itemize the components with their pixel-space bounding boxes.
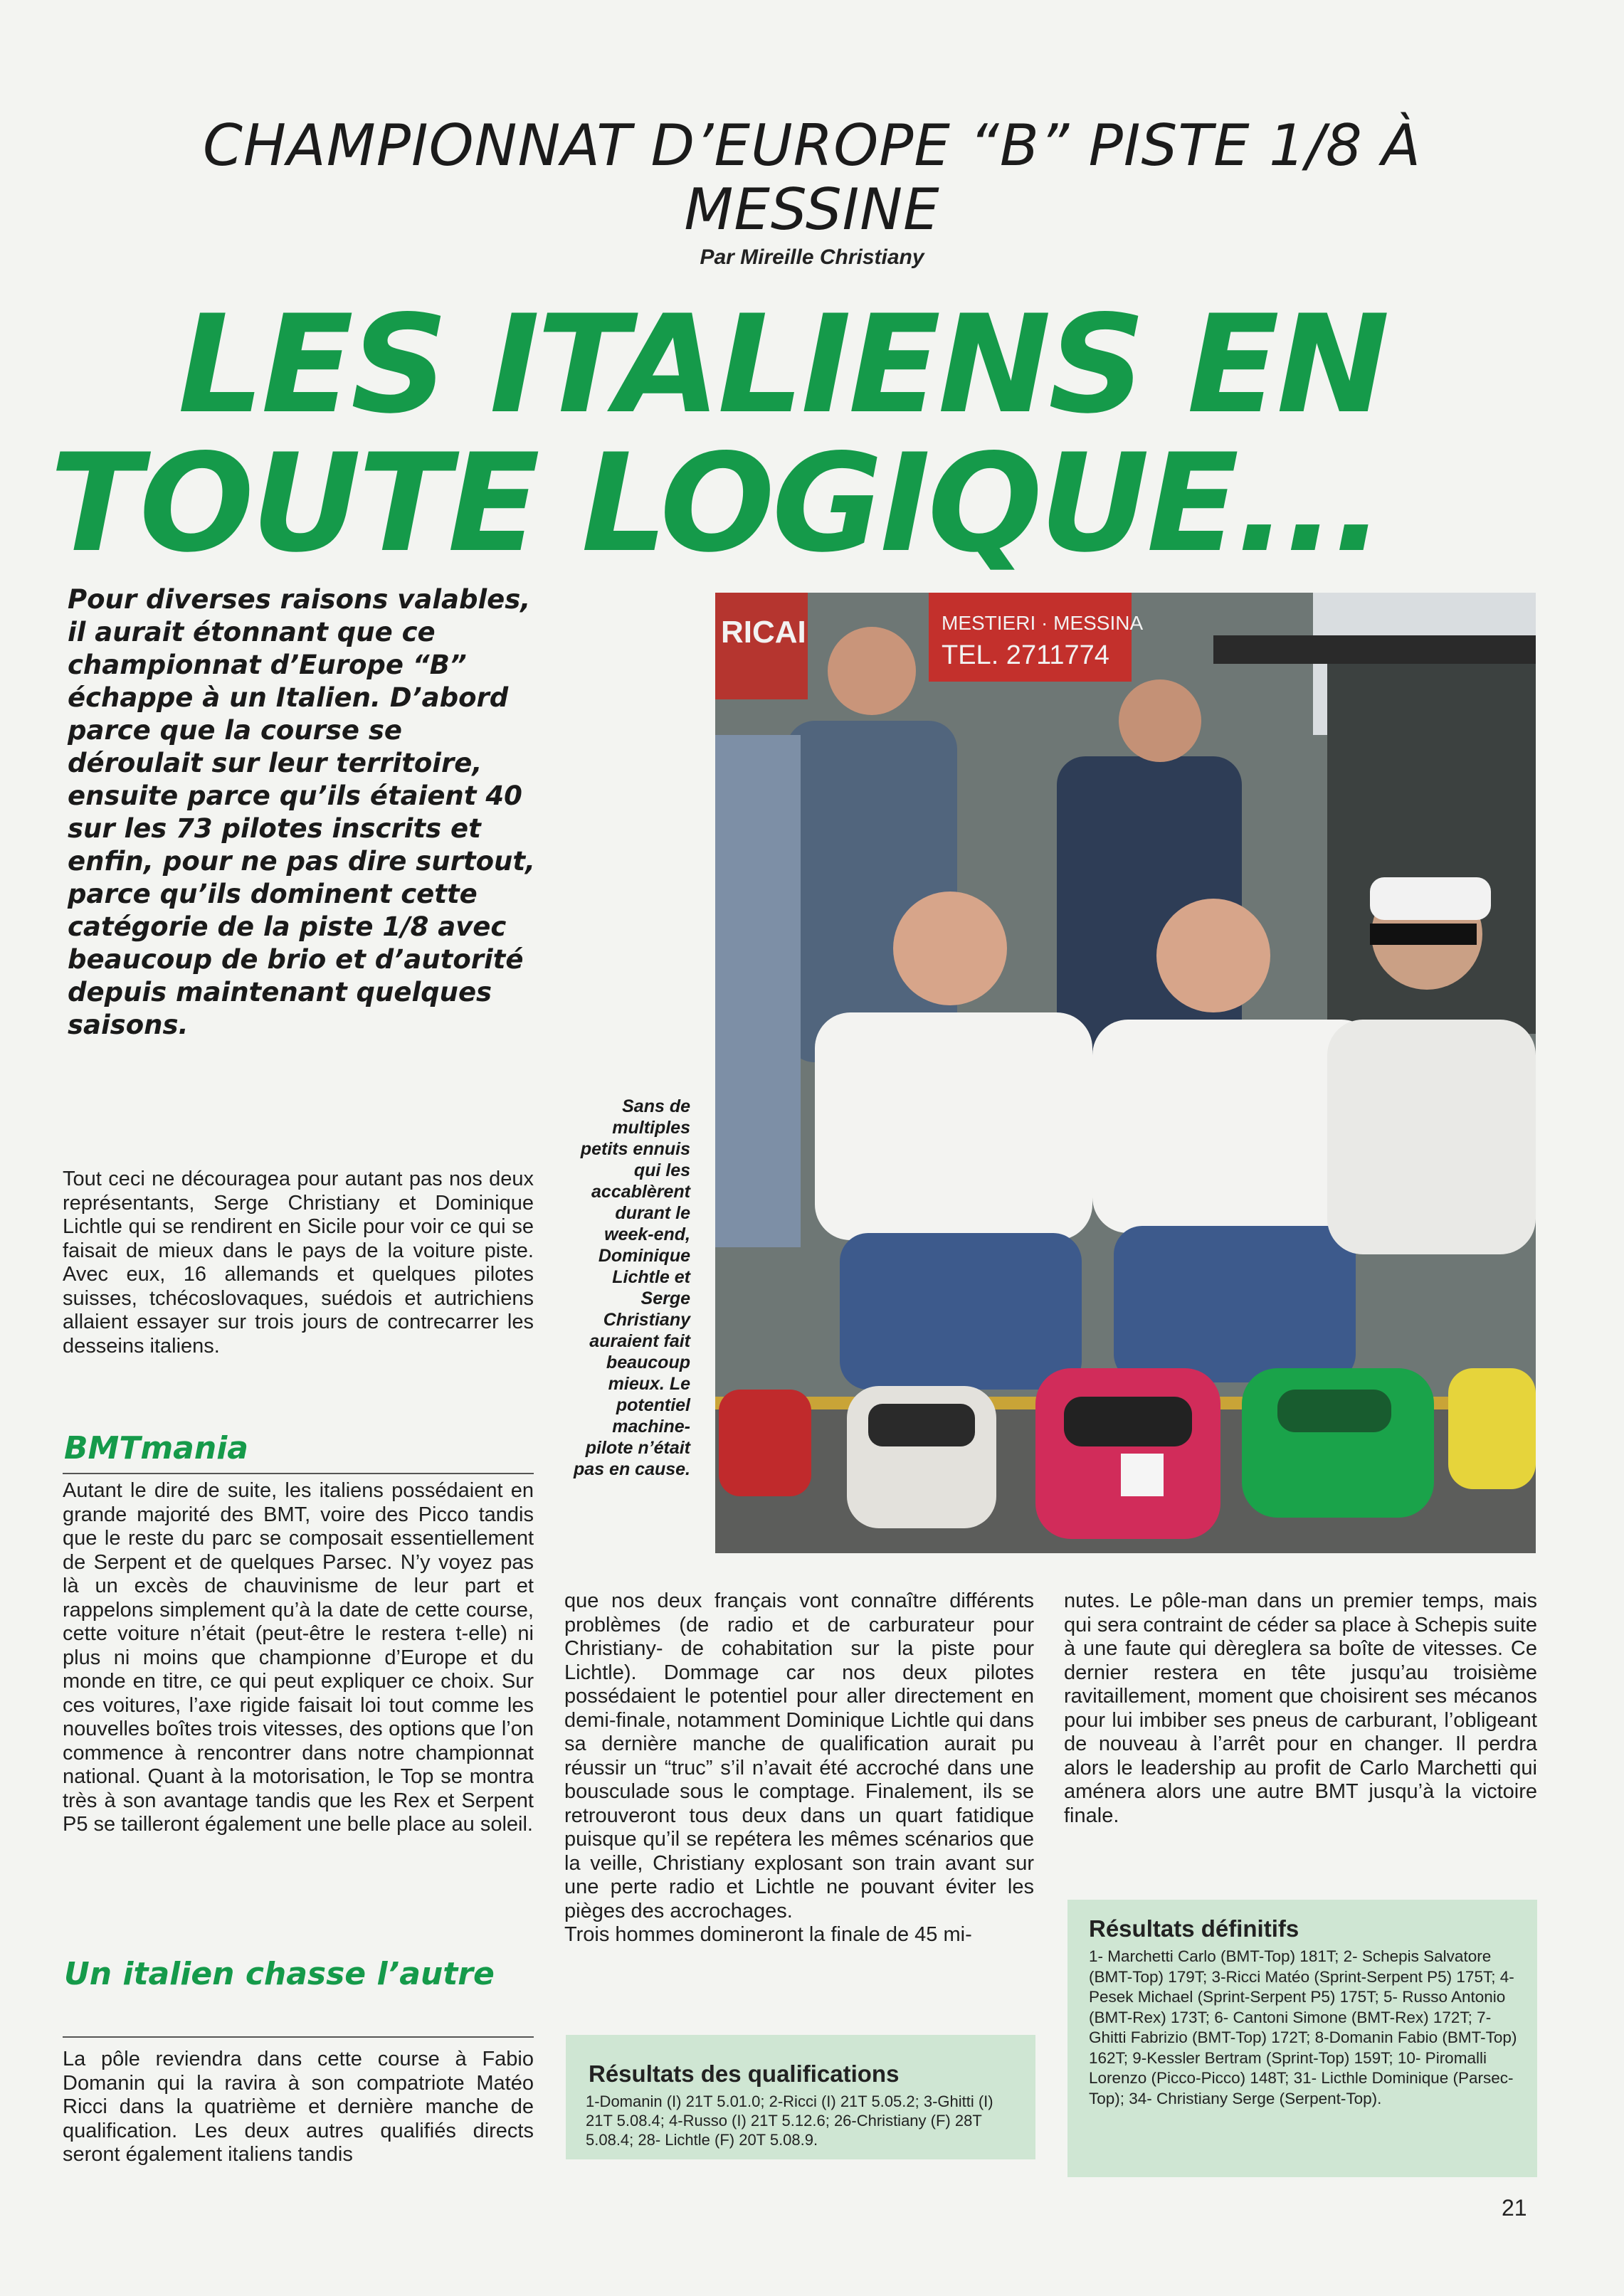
- headline-line-2: TOUTE LOGIQUE...: [50, 425, 1382, 582]
- sign-line-2: TEL. 2711774: [942, 640, 1109, 670]
- final-results-text: 1- Marchetti Carlo (BMT-Top) 181T; 2- Schepis Salvatore (BMT-Top) 179T; 3-Ricci Matéo (Sprint-Serpent P5) 175T; 4- Pesek Michael (Sprint-Serpent P5) 175T; 5- Russo Antonio (BMT-Rex) 173T; 6- Cantoni Simone (BMT-Rex) 172T; 7- Ghitti Fabrizio (BMT-Top) 172T; 8-Domanin Fabio (BMT-Top) 162T; 9-Kessler Bertram (Sprint-Top) 159T; 10- Piromalli Lorenzo (Picco-Picco) 148T; 31- Licthle Dominique (Parsec-Top); 34- Christiany Serge (Serpent-Top).: [1089, 1947, 1517, 2107]
- body-paragraph-6: nutes. Le pôle-man dans un premier temps, mais qui sera contraint de céder sa place à Schepis suite à une faute qui dèreglera sa boîte de vitesses. Ce dernier restera en tête jusqu’au troisième ravitaillement, moment que choisirent ses mécanos pour lui imbiber ses pneus de carburant, l’obligeant de nouveau à l’arrêt pour en changer. Il perdra alors le leadership au profit de Carlo Marchetti qui aménera alors une autre BMT jusqu’à la victoire finale.: [1064, 1589, 1537, 1827]
- byline: Par Mireille Christiany: [700, 245, 924, 269]
- kicker-line-2: MESSINE: [684, 176, 940, 243]
- qualifications-title: Résultats des qualifications: [589, 2060, 900, 2087]
- headline: [50, 286, 1587, 582]
- kicker-line-1: CHAMPIONNAT D’EUROPE “B” PISTE 1/8 À: [203, 112, 1421, 179]
- body-paragraph-5: Trois hommes domineront la finale de 45 mi-: [564, 1923, 972, 1946]
- headline-line-1: LES ITALIENS EN: [178, 286, 1387, 443]
- rc-car-yellow: [1448, 1368, 1536, 1489]
- subhead-rule: [63, 1473, 534, 1474]
- roof-beam: [1213, 635, 1536, 664]
- page-number: 21: [1502, 2195, 1527, 2221]
- subhead-bmtmania: BMTmania: [64, 1430, 248, 1466]
- kicker-title: [0, 114, 1624, 242]
- rc-car-red-left: [719, 1390, 811, 1496]
- sign-left-text: RICAI: [721, 615, 806, 650]
- rc-car-white: [847, 1386, 996, 1528]
- qualifications-text: 1-Domanin (I) 21T 5.01.0; 2-Ricci (I) 21T 5.05.2; 3-Ghitti (I) 21T 5.08.4; 4-Russo (I) 21T 5.12.6; 26-Christiany (F) 28T 5.08.4; 28- Lichtle (F) 20T 5.08.9.: [586, 2093, 993, 2149]
- final-results-title: Résultats définitifs: [1089, 1915, 1299, 1942]
- team-photo: [715, 593, 1536, 1553]
- body-paragraph-4-text: que nos deux français vont connaître différents problèmes (de radio et de carburateur pour Christiany- de cohabitation sur la piste pour Lichtle). Dommage car nos deux pilotes possédaient le potentiel pour aller directement en demi-finale, notamment Dominique Lichtle qui dans sa dernière manche de qualification aurait pu réussir un “truc” s’il n’avait été accroché dans une bousculade sous le comptage. Finalement, ils se retrouveront tous deux dans un quart fatidique puisque qu’il se repétera les mêmes scénarios que la veille, Christiany explosant son train avant sur une perte radio et Lichtle ne pouvant éviter les pièges des accrochages.: [564, 1589, 1034, 1922]
- body-paragraph-4: [564, 1589, 1034, 1947]
- rc-car-pink: [1035, 1368, 1220, 1539]
- final-results-box: [1067, 1900, 1537, 2177]
- body-paragraph-3: La pôle reviendra dans cette course à Fabio Domanin qui la ravira à son compatriote Matéo Ricci dans la quatrième et dernière manche de qualification. Les deux autres qualifiés directs seront également italiens tandis: [63, 2048, 534, 2166]
- subhead-italien: Un italien chasse l’autre: [64, 1956, 495, 1992]
- body-paragraph-1: Tout ceci ne découragea pour autant pas nos deux représentants, Serge Christiany et Dominique Lichtle qui se rendirent en Sicile pour voir ce qui se faisait de mieux dans le pays de la voiture piste. Avec eux, 16 allemands et quelques pilotes suisses, tchécoslovaques, suédois et autrichiens allaient essayer sur trois jours de contrecarrer les desseins italiens.: [63, 1168, 534, 1358]
- sign-line-1: MESTIERI · MESSINA: [942, 612, 1144, 634]
- rc-car-green: [1242, 1368, 1434, 1518]
- qualifications-box: [566, 2035, 1035, 2159]
- subhead-rule: [63, 2036, 534, 2038]
- body-paragraph-2: Autant le dire de suite, les italiens possédaient en grande majorité des BMT, voire des Picco tandis que le reste du parc se composait essentiellement de Serpent et de quelques Parsec. N’y voyez pas là un excès de chauvinisme de leur part et rappelons simplement qu’à la date de cette course, cette voiture n’était (peut-être le restera t-elle) ni plus ni moins que championne d’Europe et du monde en titre, ce qui peut expliquer ce choix. Sur ces voitures, l’axe rigide faisait loi tout comme les nouvelles boîtes trois vitesses, des options que l’on commence à rencontrer dans notre championnat national. Quant à la motorisation, le Top se montra très à son avantage tandis que les Rex et Serpent P5 se tailleront également une belle place au soleil.: [63, 1479, 534, 1836]
- photo-caption: Sans de multiples petits ennuis qui les accablèrent durant le week-end, Dominique Lichtle et Serge Christiany auraient fait beaucoup mieux. Le potentiel machine-pilote n’était pas en cause.: [574, 1096, 690, 1479]
- intro-paragraph: Pour diverses raisons valables, il aurait étonnant que ce championnat d’Europe “B” échappe à un Italien. D’abord parce que la course se déroulait sur leur territoire, ensuite parce qu’ils étaient 40 sur les 73 pilotes inscrits et enfin, pour ne pas dire surtout, parce qu’ils dominent cette catégorie de la piste 1/8 avec beaucoup de brio et d’autorité depuis maintenant quelques saisons.: [68, 584, 536, 1040]
